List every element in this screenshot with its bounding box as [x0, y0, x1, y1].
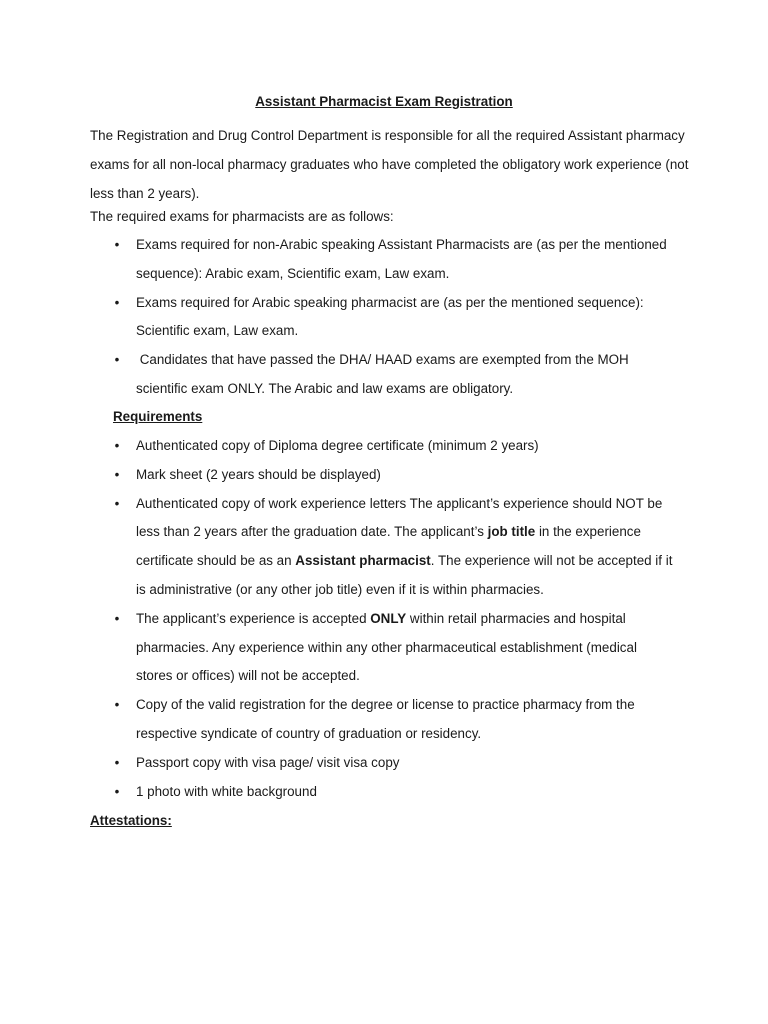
- list-item: [0, 490, 676, 605]
- requirement-text: Authenticated copy of work experience letters The applicant’s experience should NOT be less than 2 years after the graduation date. The applicant’s: [136, 495, 663, 540]
- attestations-heading: Attestations:: [90, 813, 172, 828]
- list-item: [0, 749, 676, 778]
- document-title: Assistant Pharmacist Exam Registration: [255, 94, 513, 109]
- intro-paragraph: The Registration and Drug Control Department is responsible for all the required Assistant pharmacy exams for all non-local pharmacy graduates who have completed the obligatory work experience (not less than 2 years).: [90, 128, 689, 201]
- bullet-icon: •: [114, 294, 120, 310]
- assistant-pharmacist-emphasis: Assistant pharmacist: [295, 553, 431, 569]
- bullet-icon: •: [114, 438, 120, 453]
- list-item: [0, 289, 676, 347]
- bullet-icon: •: [114, 466, 120, 482]
- requirement-text: Copy of the valid registration for the degree or license to practice pharmacy from the respective syndicate of country of graduation or residency.: [136, 697, 635, 741]
- exams-intro: The required exams for pharmacists are as follows:: [90, 209, 394, 224]
- list-item: [0, 461, 676, 490]
- list-item: [0, 432, 676, 461]
- exam-item-text: Exams required for non-Arabic speaking Assistant Pharmacists are (as per the mentioned sequence): Arabic exam, Scientific exam, Law exam.: [136, 237, 667, 281]
- requirement-text: in the experience certificate should be as an: [136, 524, 645, 569]
- requirement-text: Passport copy with visa page/ visit visa copy: [136, 754, 400, 770]
- requirements-heading: Requirements: [113, 409, 203, 424]
- bullet-icon: •: [114, 610, 120, 626]
- list-item: [0, 231, 676, 289]
- bullet-icon: •: [114, 783, 120, 799]
- bullet-icon: •: [114, 697, 120, 713]
- list-item: [0, 778, 676, 807]
- list-item: [0, 691, 676, 749]
- requirement-text: 1 photo with white background: [136, 783, 317, 799]
- list-item: [0, 346, 676, 404]
- requirements-list: [0, 432, 768, 806]
- bullet-icon: •: [114, 495, 120, 511]
- requirement-text: The applicant’s experience is accepted: [136, 610, 371, 626]
- exam-item-text: Candidates that have passed the DHA/ HAAD exams are exempted from the MOH scientific exam ONLY. The Arabic and law exams are obligatory.: [136, 352, 633, 396]
- job-title-emphasis: job title: [487, 524, 536, 540]
- requirement-text: Authenticated copy of Diploma degree certificate (minimum 2 years): [136, 438, 539, 453]
- bullet-icon: •: [114, 352, 120, 368]
- only-emphasis: ONLY: [370, 610, 407, 626]
- bullet-icon: •: [114, 237, 120, 252]
- bullet-icon: •: [114, 754, 120, 770]
- exam-item-text: Exams required for Arabic speaking pharmacist are (as per the mentioned sequence): Scientific exam, Law exam.: [136, 294, 644, 339]
- list-item: [0, 605, 676, 691]
- requirement-text: within retail pharmacies and hospital pharmacies. Any experience within any other pharmaceutical establishment (medical stores or offices) will not be accepted.: [136, 610, 637, 684]
- requirement-text: . The experience will not be accepted if it is administrative (or any other job title) even if it is within pharmacies.: [136, 553, 673, 597]
- requirement-text: Mark sheet (2 years should be displayed): [136, 466, 381, 482]
- exam-list: [0, 231, 768, 404]
